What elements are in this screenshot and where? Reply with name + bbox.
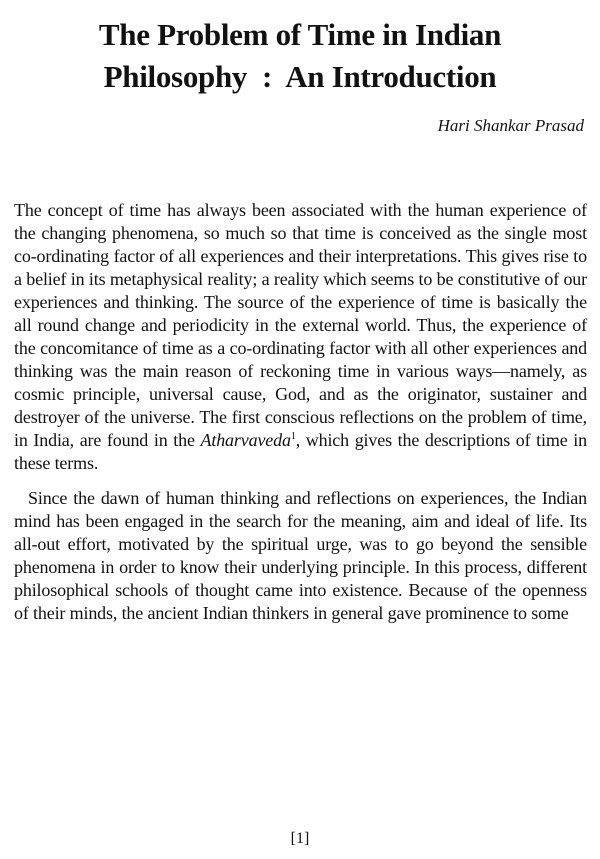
chapter-title — [0, 14, 600, 98]
paragraph-1 — [14, 199, 587, 475]
atharvaveda-term: Atharvaveda — [200, 430, 291, 450]
footnote-marker: 1 — [290, 431, 296, 442]
chapter-title-line-2: Philosophy : An Introduction — [103, 59, 497, 94]
paragraph-2: Since the dawn of human thinking and reflections on experiences, the Indian mind has been engaged in the search for the meaning, aim and ideal of life. Its all-out effort, motivated by the spiritual urge, was to go beyond the sensible phenomena in order to know their underlying principle. In this process, different philosophical schools of thought came into existence. Because of the openness of their minds, the ancient Indian thinkers in general gave prominence to some — [14, 488, 587, 623]
body-text — [14, 199, 587, 625]
chapter-title-line-1: The Problem of Time in Indian — [98, 17, 502, 52]
page-number: [1] — [290, 830, 310, 847]
paragraph-1-text-end: , which gives the descriptions of time in these terms. — [14, 430, 587, 473]
paragraph-1-text: The concept of time has always been associated with the human experience of the changing phenomena, so much so that time is conceived as the single most co-ordinating factor of all experiences and their interpretations. This gives rise to a belief in its metaphysical reality; a reality which seems to be constitutive of our experiences and thinking. The source of the experience of time is basically the all round change and periodicity in the external world. Thus, the experience of the concomitance of time as a co-ordinating factor with all other experiences and thinking was the main reason of reckoning time in various ways—namely, as cosmic principle, universal cause, God, and as the originator, sustainer and destroyer of the universe. The first conscious reflections on the problem of time, in India, are found in the — [14, 200, 587, 450]
author-name: Hari Shankar Prasad — [437, 116, 584, 135]
